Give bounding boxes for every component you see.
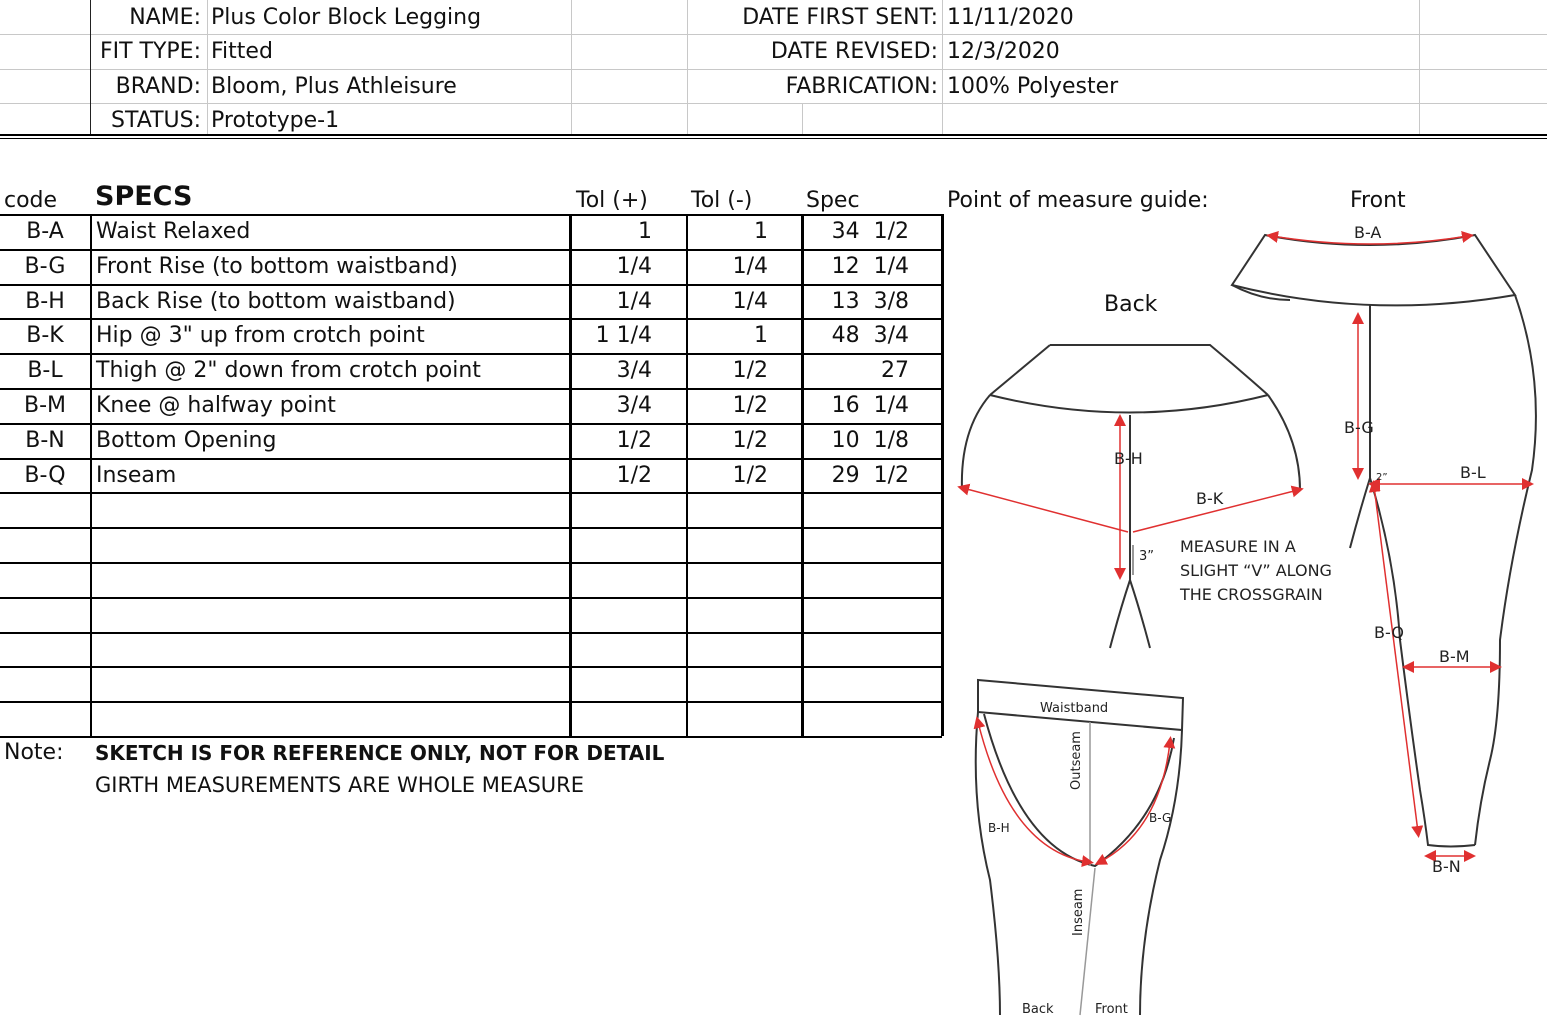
tol-minus-cell: 1/2 — [732, 428, 768, 453]
code-cell: B-G — [24, 254, 66, 279]
date-revised-label: DATE REVISED: — [770, 39, 938, 64]
label-b-k: B-K — [1196, 489, 1224, 508]
measure-note-line-3: THE CROSSGRAIN — [1180, 585, 1323, 604]
label-side-back: Back — [1022, 1002, 1054, 1017]
col-specs-header: SPECS — [95, 181, 193, 212]
spec-cell: 34 1/2 — [831, 219, 909, 244]
front-view-label: Front — [1350, 188, 1406, 213]
name-value: Plus Color Block Legging — [211, 5, 482, 30]
tol-plus-cell: 3/4 — [616, 393, 652, 418]
label-b-n: B-N — [1432, 857, 1461, 876]
code-cell: B-L — [27, 358, 63, 383]
tol-minus-cell: 1 — [754, 323, 768, 348]
label-two-inch: 2” — [1376, 472, 1388, 483]
back-view-label: Back — [1104, 292, 1158, 317]
brand-label: BRAND: — [115, 74, 201, 99]
description-cell: Inseam — [96, 463, 177, 488]
measure-note-line-2: SLIGHT “V” ALONG — [1180, 561, 1332, 580]
date-first-sent-label: DATE FIRST SENT: — [742, 5, 938, 30]
tol-minus-cell: 1 — [754, 219, 768, 244]
code-cell: B-M — [23, 393, 66, 418]
code-cell: B-Q — [24, 463, 66, 488]
tol-plus-cell: 1/2 — [616, 463, 652, 488]
description-cell: Knee @ halfway point — [96, 393, 336, 418]
tol-plus-cell: 1/4 — [616, 289, 652, 314]
label-side-b-g: B-G — [1149, 811, 1172, 825]
spec-cell: 12 1/4 — [831, 254, 909, 279]
col-spec-header: Spec — [806, 188, 860, 213]
label-b-q: B-Q — [1374, 623, 1404, 642]
description-cell: Front Rise (to bottom waistband) — [96, 254, 458, 279]
tol-plus-cell: 1 — [638, 219, 652, 244]
label-side-front: Front — [1095, 1002, 1128, 1017]
label-inseam: Inseam — [1071, 888, 1086, 936]
name-label: NAME: — [129, 5, 201, 30]
spec-cell: 16 1/4 — [831, 393, 909, 418]
date-first-sent-value: 11/11/2020 — [947, 5, 1074, 30]
tol-plus-cell: 1/4 — [616, 254, 652, 279]
spec-cell: 27 — [881, 358, 909, 383]
fit-type-value: Fitted — [211, 39, 273, 64]
fabrication-label: FABRICATION: — [785, 74, 938, 99]
spec-cell: 29 1/2 — [831, 463, 909, 488]
code-cell: B-H — [25, 289, 65, 314]
description-cell: Bottom Opening — [96, 428, 277, 453]
fabrication-value: 100% Polyester — [947, 74, 1119, 99]
spec-cell: 10 1/8 — [831, 428, 909, 453]
col-tol-minus-header: Tol (-) — [691, 188, 753, 213]
side-view-sketch — [976, 680, 1183, 1015]
label-b-g: B-G — [1344, 418, 1374, 437]
tol-minus-cell: 1/2 — [732, 358, 768, 383]
spec-cell: 13 3/8 — [831, 289, 909, 314]
code-cell: B-A — [26, 219, 64, 244]
status-label: STATUS: — [111, 108, 201, 133]
label-b-a: B-A — [1354, 223, 1382, 242]
tol-plus-cell: 1 1/4 — [595, 323, 652, 348]
status-value: Prototype-1 — [211, 108, 340, 133]
code-cell: B-K — [26, 323, 64, 348]
description-cell: Hip @ 3" up from crotch point — [96, 323, 425, 348]
tol-minus-cell: 1/4 — [732, 254, 768, 279]
label-side-b-h: B-H — [988, 821, 1010, 835]
fit-type-label: FIT TYPE: — [99, 39, 201, 64]
date-revised-value: 12/3/2020 — [947, 39, 1060, 64]
note-line-1: SKETCH IS FOR REFERENCE ONLY, NOT FOR DETAIL — [95, 741, 665, 765]
label-three-inch: 3” — [1139, 549, 1155, 564]
description-cell: Thigh @ 2" down from crotch point — [96, 358, 481, 383]
code-cell: B-N — [25, 428, 65, 453]
label-b-m: B-M — [1439, 647, 1470, 666]
label-waistband: Waistband — [1040, 701, 1109, 716]
note-line-2: GIRTH MEASUREMENTS ARE WHOLE MEASURE — [95, 773, 585, 797]
guide-title: Point of measure guide: — [947, 188, 1209, 213]
label-b-h: B-H — [1114, 449, 1143, 468]
description-cell: Waist Relaxed — [96, 219, 251, 244]
col-code-header: code — [4, 188, 58, 213]
spec-cell: 48 3/4 — [831, 323, 909, 348]
tol-minus-cell: 1/2 — [732, 463, 768, 488]
label-outseam: Outseam — [1069, 731, 1084, 790]
col-tol-plus-header: Tol (+) — [576, 188, 648, 213]
label-b-l: B-L — [1460, 463, 1486, 482]
tol-plus-cell: 3/4 — [616, 358, 652, 383]
tol-plus-cell: 1/2 — [616, 428, 652, 453]
description-cell: Back Rise (to bottom waistband) — [96, 289, 456, 314]
tol-minus-cell: 1/4 — [732, 289, 768, 314]
measure-note-line-1: MEASURE IN A — [1180, 537, 1296, 556]
note-label: Note: — [4, 740, 64, 765]
brand-value: Bloom, Plus Athleisure — [211, 74, 457, 99]
tol-minus-cell: 1/2 — [732, 393, 768, 418]
